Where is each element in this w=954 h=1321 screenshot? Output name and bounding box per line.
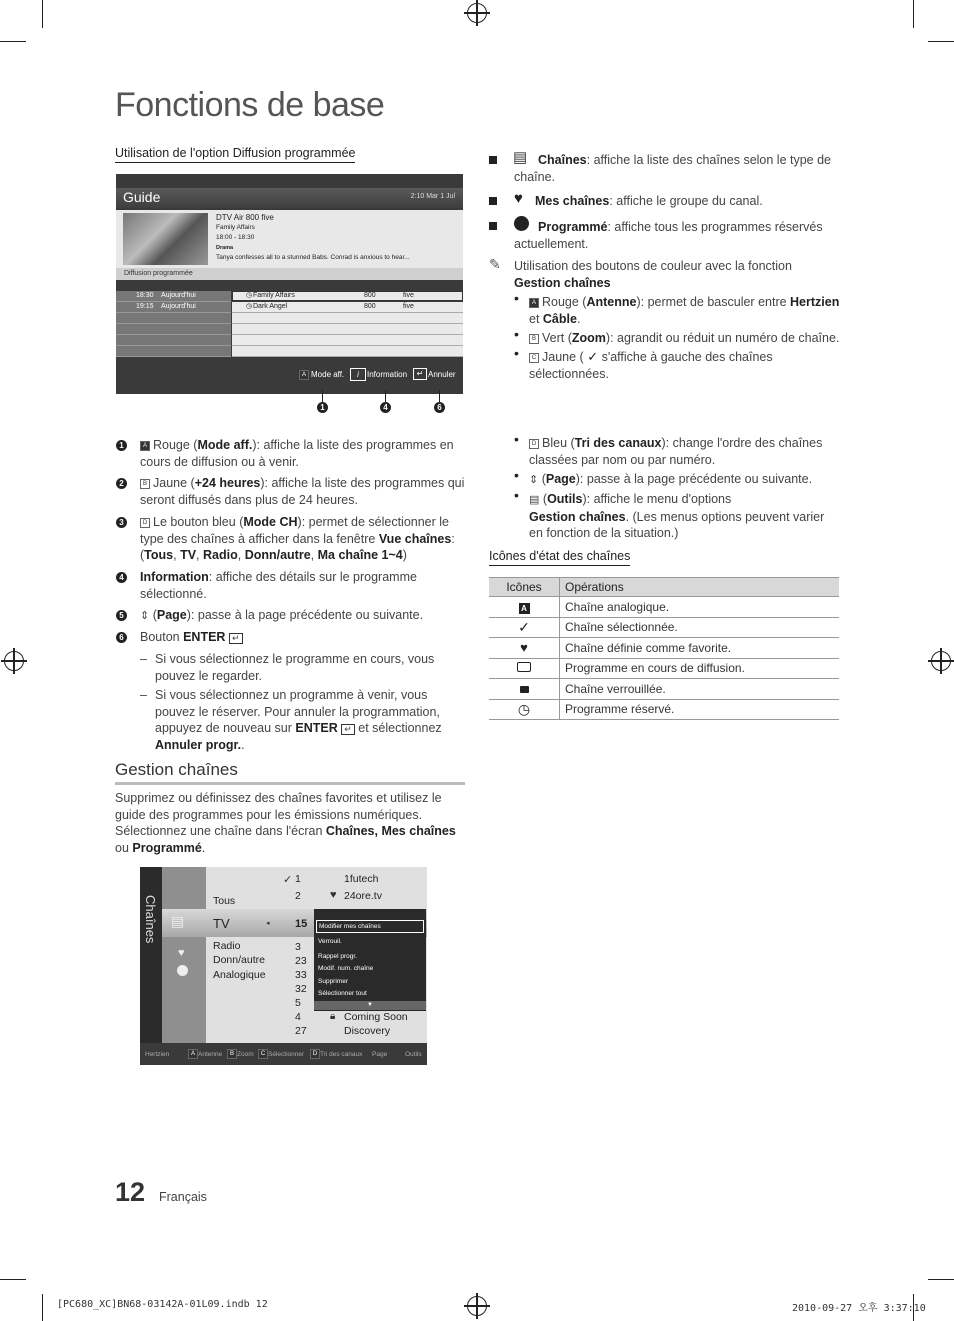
tv-icon — [517, 662, 531, 672]
dash-note-2: Si vous sélectionnez un programme à venir, vous pouvez le réserver. Pour annuler la programmation, appuyez de nouveau sur ENTER ↵ et sélectionnez Annuler progr.. — [155, 688, 442, 752]
menu-item[interactable]: Sélectionner tout — [318, 990, 367, 997]
guide-section: Diffusion programmée — [116, 268, 463, 280]
table-title: Icônes d'état des chaînes — [489, 549, 630, 566]
item-6: Bouton ENTER ↵ — [140, 629, 465, 646]
program-line: Drama — [216, 245, 234, 251]
check-icon: ✓ — [518, 618, 530, 635]
channel-number: 15 — [295, 918, 308, 930]
channel-number: 23 — [295, 955, 307, 967]
footer-label[interactable]: Tri des canaux — [320, 1051, 363, 1058]
item-3: D Le bouton bleu (Mode CH): permet de sélectionner le type des chaînes à afficher dans la fenêtre Vue chaînes: (Tous, TV, Radio, Donn/autre, Ma chaîne 1~4) — [140, 515, 455, 562]
menu-item[interactable]: Modifier mes chaînes — [316, 920, 424, 933]
row-channel: 800 — [364, 292, 376, 299]
registration-mark-icon — [4, 651, 24, 671]
channel-number: 27 — [295, 1025, 307, 1037]
heart-icon: ♥ — [178, 947, 185, 959]
footer-label[interactable]: Page — [372, 1051, 388, 1058]
channel-number: 5 — [295, 997, 301, 1009]
table-row: A Chaîne analogique. — [489, 597, 839, 618]
color-item-blue: D Bleu (Tri des canaux): change l'ordre des chaînes classées par nom ou par numéro. — [529, 436, 823, 467]
table-row: ✓ Chaîne sélectionnée. — [489, 617, 839, 638]
side-label: Chaînes — [143, 895, 158, 944]
page-updown-icon: ⇕ — [140, 610, 150, 622]
row-day: Aujourd'hui — [161, 292, 196, 299]
channel-screen: Chaînes ▤ ♥ Tous TV ◂ Radio Donn/autre Analogique ✓ 1 2 15 3 23 33 32 5 4 27 1futech ♥ 24ore.tv 🔒︎ Coming Soon Discovery Modifier mes chaînes Verrouil. Rappel progr. Modif. num. chaîne Supprimer Sélectionner tout ▼ Hertzien A Antenne B Zoom C Sélectionner D Tri des canaux Page Outils — [140, 867, 427, 1065]
channel-number: 1 — [295, 873, 301, 885]
category[interactable]: Donn/autre — [213, 954, 265, 966]
channel-name[interactable]: Coming Soon — [344, 1011, 408, 1023]
callout: 1 — [317, 402, 328, 413]
registration-mark-icon — [467, 1296, 487, 1316]
clock-icon — [177, 965, 188, 976]
subheading: Utilisation de l'option Diffusion programmée — [115, 146, 355, 163]
heart-icon: ♥ — [514, 190, 523, 207]
category[interactable]: Analogique — [213, 969, 266, 981]
channels-icon: ▤ — [513, 149, 528, 166]
color-item-yellow: C Jaune ( ✓ s'affiche à gauche des chaînes sélectionnées. — [529, 349, 773, 381]
bullet-programme: Programmé: affiche tous les programmes réservés actuellement. — [514, 220, 823, 251]
color-item-red: A Rouge (Antenne): permet de basculer entre Hertzien et Câble. — [529, 295, 840, 326]
row-name: five — [403, 303, 414, 310]
info-icon: i — [350, 368, 366, 381]
footer-file: [PC680_XC]BN68-03142A-01L09.indb 12 — [57, 1299, 268, 1310]
item-number: 1 — [116, 440, 127, 451]
row-name: five — [403, 292, 414, 299]
program-line: Family Affairs — [216, 224, 255, 231]
item-number: 3 — [116, 517, 127, 528]
mode-button[interactable]: Mode aff. — [311, 370, 345, 379]
guide-date: 2:10 Mar 1 Jul — [410, 193, 455, 200]
heart-icon: ♥ — [330, 889, 337, 901]
item-tools: ▤ (Outils): affiche le menu d'options Gestion chaînes. (Les menus options peuvent varier en fonction de la situation.) — [529, 492, 825, 540]
lock-icon: 🔒︎ — [330, 1011, 336, 1022]
lock-icon — [520, 686, 529, 693]
icons-table — [489, 577, 839, 720]
page-language: Français — [159, 1190, 207, 1204]
section-paragraph: Supprimez ou définissez des chaînes favorites et utilisez le guide des programmes pour les émissions numériques. Sélectionnez une chaîne dans l'écran Chaînes, Mes chaînes ou Programmé. — [115, 791, 456, 855]
footer-label: Hertzien — [145, 1051, 170, 1058]
row-program[interactable]: Family Affairs — [253, 292, 295, 299]
channel-number: 2 — [295, 890, 301, 902]
page-title: Fonctions de base — [115, 86, 385, 124]
registration-mark-icon — [467, 3, 487, 23]
info-button[interactable]: Information — [367, 370, 408, 379]
program-thumbnail — [123, 213, 208, 265]
enter-icon: ↵ — [341, 724, 355, 735]
cancel-button[interactable]: Annuler — [428, 370, 456, 379]
dash-note-1: Si vous sélectionnez le programme en cours, vous pouvez le regarder. — [155, 652, 435, 683]
analog-icon: A — [519, 603, 530, 614]
table-row: ◷ Programme réservé. — [489, 699, 839, 720]
bullet-mes-chaines: Mes chaînes: affiche le groupe du canal. — [535, 194, 763, 208]
channel-number: 3 — [295, 941, 301, 953]
program-line: DTV Air 800 five — [216, 213, 274, 222]
section-title: Gestion chaînes — [115, 760, 238, 779]
item-number: 2 — [116, 478, 127, 489]
channel-number: 4 — [295, 1011, 301, 1023]
item-page: ⇕ (Page): passe à la page précédente ou suivante. — [529, 472, 813, 486]
guide-screen: Guide 2:10 Mar 1 Jul DTV Air 800 five Family Affairs 18:00 - 18:30 Drama Tanya confesses all to a stunned Babs. Conrad is anxious to hear... Diffusion programmée 18:30 Aujourd'hui ◷ Family Affairs 800 five 19:15 Aujourd'hui ◷ Dark Angel 800 five A Mode aff. i Information ↵ Annuler — [116, 174, 463, 394]
row-time: 19:15 — [136, 303, 154, 310]
footer-label[interactable]: Antenne — [198, 1051, 223, 1058]
footer-label[interactable]: Outils — [405, 1051, 422, 1058]
clock-icon: ◷ — [246, 292, 253, 299]
category[interactable]: Radio — [213, 940, 241, 952]
note-pencil-icon: ✎ — [489, 256, 501, 272]
footer-date: 2010-09-27 오후 3:37:10 — [792, 1303, 926, 1314]
scroll-down-icon[interactable]: ▼ — [314, 1001, 426, 1010]
row-time: 18:30 — [136, 292, 154, 299]
menu-item[interactable]: Verrouil. — [318, 938, 342, 945]
registration-mark-icon — [931, 651, 951, 671]
item-number: 6 — [116, 632, 127, 643]
col-header: Icônes — [489, 578, 560, 597]
page-updown-icon: ⇕ — [529, 474, 539, 486]
table-row: Chaîne verrouillée. — [489, 679, 839, 700]
item-number: 4 — [116, 572, 127, 583]
category-selected[interactable]: TV — [213, 916, 230, 931]
table-row: Programme en cours de diffusion. — [489, 658, 839, 679]
menu-item[interactable]: Rappel progr. — [318, 953, 358, 960]
callout: 6 — [434, 402, 445, 413]
enter-icon: ↵ — [413, 368, 427, 380]
footer-label[interactable]: Sélectionner — [268, 1051, 305, 1058]
channel-number: 32 — [295, 983, 307, 995]
channel-number: 33 — [295, 969, 307, 981]
check-icon: ✓ — [283, 874, 293, 886]
program-line: Tanya confesses all to a stunned Babs. Conrad is anxious to hear... — [216, 254, 410, 261]
enter-icon: ↵ — [229, 633, 243, 644]
bullet-chaines: Chaînes: affiche la liste des chaînes selon le type de chaîne. — [514, 153, 832, 184]
item-4: Information: affiche des détails sur le programme sélectionné. — [140, 570, 417, 601]
tools-menu — [314, 909, 426, 1011]
menu-item[interactable]: Modif. num. chaîne — [318, 965, 374, 972]
table-row: ♥ Chaîne définie comme favorite. — [489, 638, 839, 659]
category[interactable]: Tous — [213, 895, 236, 907]
clock-icon: ◷ — [517, 700, 531, 717]
arrow-left-icon: ◂ — [266, 920, 270, 927]
program-line: 18:00 - 18:30 — [216, 234, 255, 241]
footer-label[interactable]: Zoom — [237, 1051, 254, 1058]
clock-icon: ◷ — [246, 303, 253, 310]
guide-title: Guide — [123, 189, 161, 205]
menu-item[interactable]: Supprimer — [318, 978, 348, 985]
col-header: Opérations — [560, 578, 840, 597]
item-number: 5 — [116, 610, 127, 621]
item-2: B Jaune (+24 heures): affiche la liste des programmes qui seront diffusés dans plus de 24 heures. — [140, 476, 465, 507]
check-icon: ✓ — [587, 349, 599, 364]
item-1: A Rouge (Mode aff.): affiche la liste des programmes en cours de diffusion ou à venir. — [140, 438, 454, 469]
channels-icon: ▤ — [171, 913, 185, 929]
row-day: Aujourd'hui — [161, 303, 196, 310]
page-number: 12 — [115, 1177, 146, 1207]
tools-icon: ▤ — [529, 494, 540, 506]
channel-name[interactable]: 1futech — [344, 873, 379, 885]
channel-name[interactable]: Discovery — [344, 1025, 391, 1037]
channel-name[interactable]: 24ore.tv — [344, 890, 382, 902]
heart-icon: ♥ — [520, 640, 528, 656]
row-program[interactable]: Dark Angel — [253, 303, 288, 310]
color-item-green: B Vert (Zoom): agrandit ou réduit un numéro de chaîne. — [529, 330, 841, 347]
callout: 4 — [380, 402, 391, 413]
row-channel: 800 — [364, 303, 376, 310]
note: Utilisation des boutons de couleur avec la fonction Gestion chaînes — [514, 259, 792, 290]
item-5: ⇕ (Page): passe à la page précédente ou suivante. — [140, 608, 424, 622]
